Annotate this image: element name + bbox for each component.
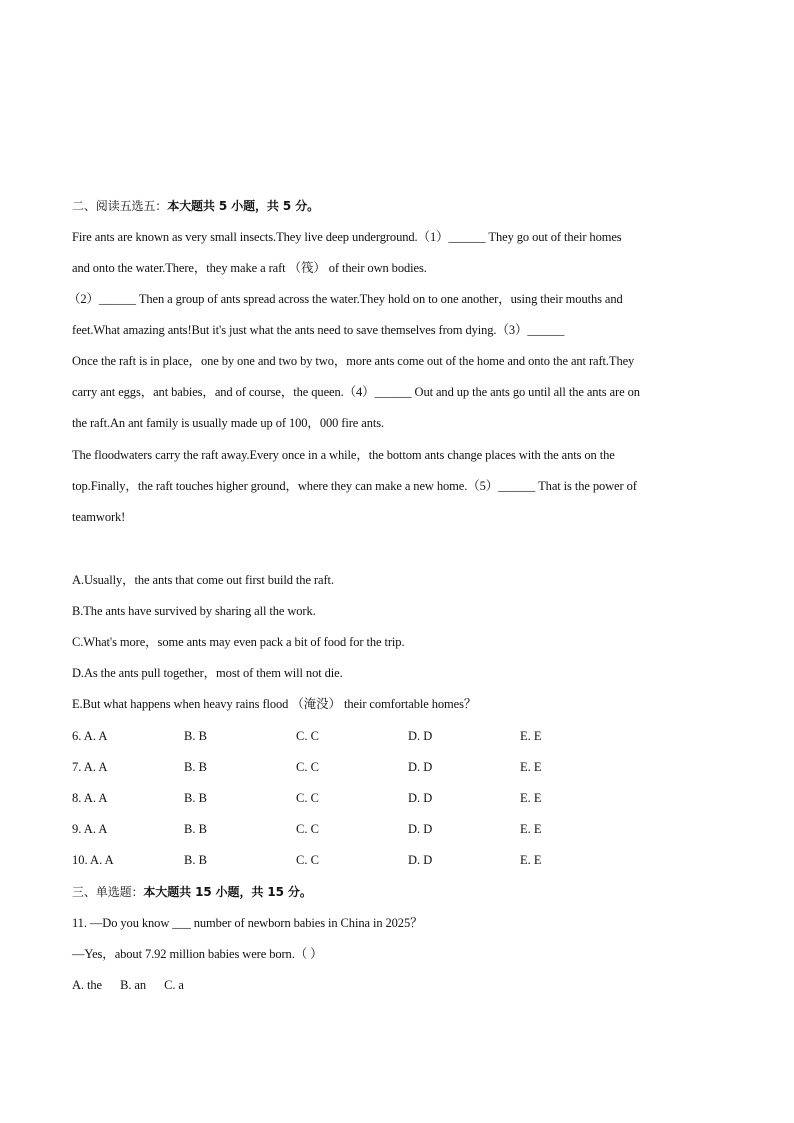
option-d[interactable]: D. D (408, 853, 433, 867)
passage-line: carry ant eggs，ant babies，and of course，the queen.（4）______ Out and up the ants go until all the ants are on (72, 385, 640, 399)
answer-row-9 (72, 821, 632, 837)
answer-row-8 (72, 790, 632, 806)
option-c[interactable]: C. C (296, 822, 319, 836)
option-e[interactable]: E. E (520, 822, 542, 836)
option-e[interactable]: E. E (520, 791, 542, 805)
option-d[interactable]: D. D (408, 760, 433, 774)
choice-d: D.As the ants pull together，most of them will not die. (72, 666, 343, 680)
answer-row-10 (72, 852, 632, 868)
passage-line: teamwork! (72, 510, 126, 524)
choice-c: C.What's more，some ants may even pack a bit of food for the trip. (72, 635, 405, 649)
question-11-reply: —Yes，about 7.92 million babies were born.（ ） (72, 947, 323, 961)
passage-line: the raft.An ant family is usually made up of 100，000 fire ants. (72, 416, 385, 430)
option-c[interactable]: C. C (296, 760, 319, 774)
question-11-options[interactable]: A. the B. an C. a (72, 978, 184, 992)
answer-row-6 (72, 728, 632, 744)
option-a[interactable]: 6. A. A (72, 729, 108, 743)
option-a[interactable]: 8. A. A (72, 791, 108, 805)
section2-heading-text: 本大题共 5 小题，共 5 分。 (167, 199, 320, 213)
passage-line: feet.What amazing ants!But it's just what the ants need to save themselves from dying.（3）______ (72, 323, 565, 337)
passage-line: Once the raft is in place，one by one and two by two，more ants come out of the home and onto the ant raft.They (72, 354, 635, 368)
section3-heading-prefix: 三、单选题： (72, 885, 144, 899)
section3-heading (72, 884, 312, 900)
choice-b: B.The ants have survived by sharing all the work. (72, 604, 316, 618)
answer-row-7 (72, 759, 632, 775)
choice-a: A.Usually，the ants that come out first build the raft. (72, 573, 334, 587)
passage-line: The floodwaters carry the raft away.Every once in a while，the bottom ants change places with the ants on the (72, 448, 615, 462)
option-b[interactable]: B. B (184, 853, 207, 867)
passage-line: top.Finally，the raft touches higher ground，where they can make a new home.（5）______ That is the power of (72, 479, 637, 493)
option-d[interactable]: D. D (408, 822, 433, 836)
choice-e: E.But what happens when heavy rains flood （淹没） their comfortable homes？ (72, 697, 477, 711)
option-d[interactable]: D. D (408, 791, 433, 805)
passage-line: （2）______ Then a group of ants spread across the water.They hold on to one another，using their mouths and (68, 292, 623, 306)
option-a[interactable]: 10. A. A (72, 853, 114, 867)
section2-heading (72, 198, 319, 214)
option-d[interactable]: D. D (408, 729, 433, 743)
passage-line: Fire ants are known as very small insects.They live deep underground.（1）______ They go out of their homes (72, 230, 622, 244)
option-c[interactable]: C. C (296, 729, 319, 743)
question-11-stem: 11. —Do you know ___ number of newborn babies in China in 2025？ (72, 916, 423, 930)
option-b[interactable]: B. B (184, 791, 207, 805)
section2-heading-prefix: 二、阅读五选五： (72, 199, 168, 213)
section3-heading-text: 本大题共 15 小题，共 15 分。 (143, 885, 312, 899)
option-a[interactable]: 7. A. A (72, 760, 108, 774)
option-b[interactable]: B. B (184, 729, 207, 743)
option-c[interactable]: C. C (296, 853, 319, 867)
option-e[interactable]: E. E (520, 760, 542, 774)
option-b[interactable]: B. B (184, 760, 207, 774)
option-e[interactable]: E. E (520, 729, 542, 743)
option-c[interactable]: C. C (296, 791, 319, 805)
option-a[interactable]: 9. A. A (72, 822, 108, 836)
option-b[interactable]: B. B (184, 822, 207, 836)
option-e[interactable]: E. E (520, 853, 542, 867)
passage-line: and onto the water.There，they make a raft （筏） of their own bodies. (72, 261, 427, 275)
